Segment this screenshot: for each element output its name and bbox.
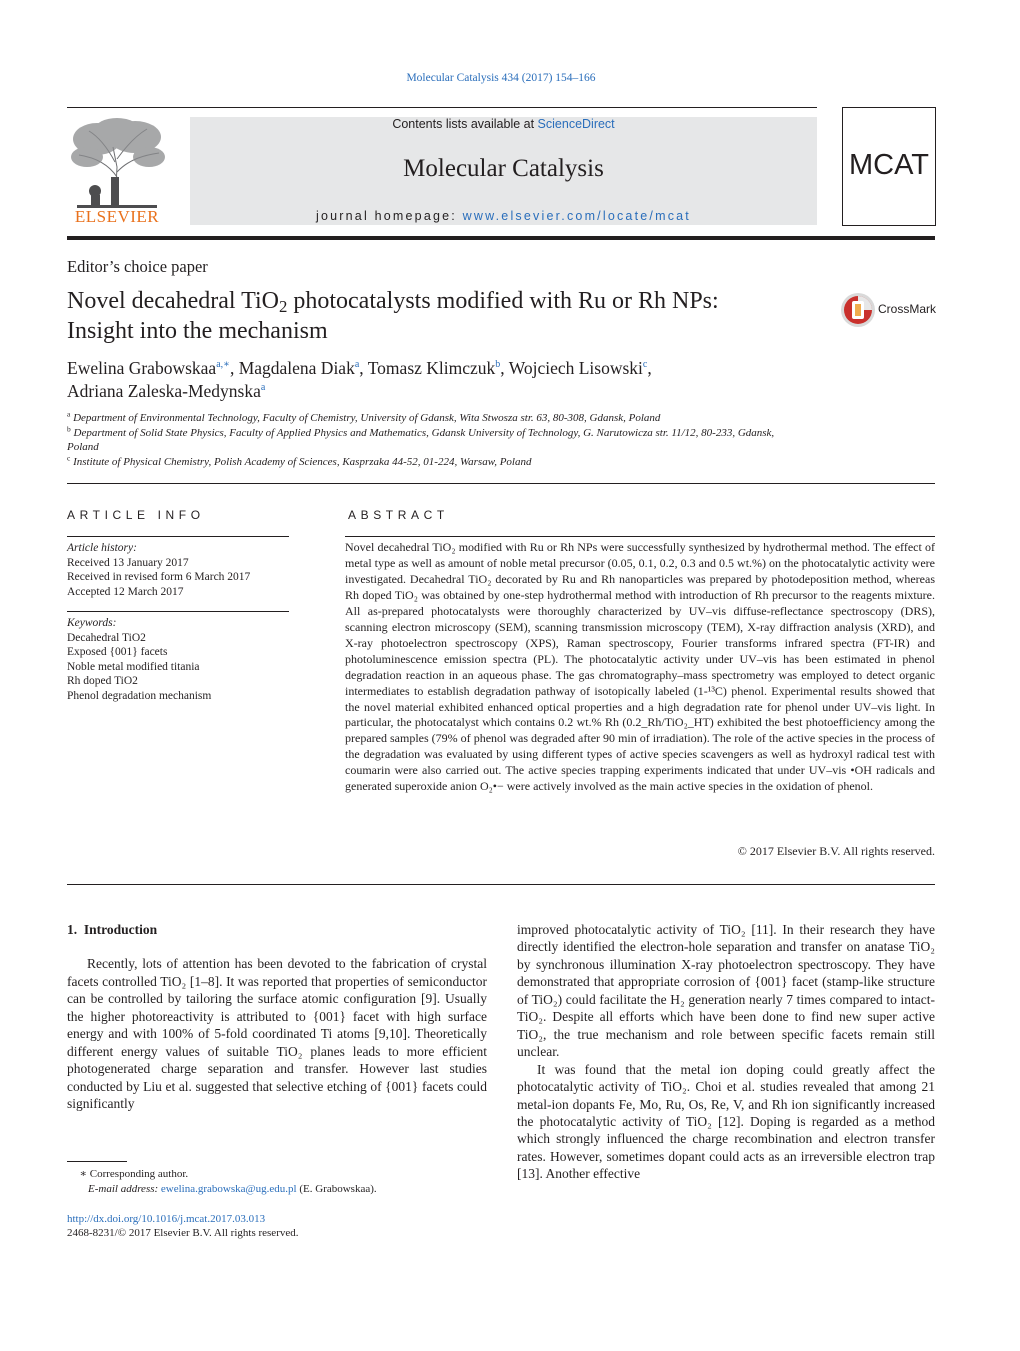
intro-paragraph-1: Recently, lots of attention has been devoted to the fabrication of crystal facets controlled TiO₂ [1–8]. It was reported that properties of semiconductor can be controlled by tailoring the surface atomic configuration [9]. Usually the higher photoreactivity is attributed to {001} facet with high surface energy and with 100% of 5-fold coordinated Ti atoms [9,10]. Theoretically different energy values of suitable TiO₂ planes leads to more efficient photogenerated charge separation and transfer. However last studies conducted by Liu et al. suggested that selective etching of {001} facets could significantly [67, 956, 487, 1112]
title-part-b: photocatalysts modified with Ru or Rh NPs: [287, 288, 719, 314]
keywords [67, 616, 211, 703]
issn-line: 2468-8231/© 2017 Elsevier B.V. All rights reserved. [67, 1227, 299, 1239]
abstract-rule [345, 536, 935, 537]
doi-link[interactable]: http://dx.doi.org/10.1016/j.mcat.2017.03.013 [67, 1213, 266, 1225]
author-affil-mark[interactable]: a [354, 359, 360, 371]
history-received: Received 13 January 2017 [67, 556, 189, 569]
author-separator: , [500, 358, 509, 378]
footnote-email [88, 1182, 377, 1197]
affiliation-text: Department of Solid State Physics, Faculty of Applied Physics and Mathematics, Gdansk University of Technology, G. Narutowicza str. 11/12, 80-233, Gdansk, Poland [67, 426, 775, 453]
section-divider [67, 483, 935, 484]
journal-banner [190, 117, 817, 225]
author[interactable]: Adriana Zaleska-Medynska [67, 381, 261, 401]
footnote-mark: ∗ [79, 1168, 87, 1180]
author-affil-mark[interactable]: c [642, 359, 648, 371]
elsevier-tree-icon [67, 117, 167, 209]
affiliation-mark: b [67, 423, 71, 433]
elsevier-wordmark: ELSEVIER [74, 207, 160, 226]
elsevier-logo [67, 117, 167, 227]
email-suffix: (E. Grabowskaa). [296, 1183, 377, 1195]
homepage-link[interactable]: www.elsevier.com/locate/mcat [462, 209, 691, 223]
keyword-item: Phenol degradation mechanism [67, 689, 212, 702]
keyword-item: Rh doped TiO2 [67, 675, 138, 687]
affiliation-text: Department of Environmental Technology, Faculty of Chemistry, University of Gdansk, Wita Stwosza str. 63, 80-308, Gdansk, Poland [73, 412, 661, 424]
section-number: 1. [67, 922, 78, 937]
author-separator: , [229, 358, 239, 378]
history-revised: Received in revised form 6 March 2017 [67, 571, 251, 583]
section-heading [67, 921, 487, 938]
footnote-corresponding [67, 1167, 188, 1182]
journal-cover-label: MCAT [848, 149, 929, 181]
homepage-prefix: journal homepage: [316, 209, 463, 223]
intro-paragraph-2: improved photocatalytic activity of TiO₂ [11]. In their research they have directly identified the electron-hole separation and transfer on anatase TiO₂ by synchronous illumination X-ray photoelectron spectroscopy. They have demonstrated that appropriate corrosion of {001} facet (stamp-like structure of TiO₂) could facilitate the H₂ generation nearly 7 times compared to intact-TiO₂. Despite all efforts which have been done to find new super active TiO₂, the true mechanism and role between specific facets remain still unclear. [517, 922, 935, 1060]
affiliation-b [67, 423, 797, 455]
section-title: Introduction [83, 922, 158, 937]
article-history [67, 541, 250, 599]
keywords-rule [67, 611, 289, 612]
affiliation-c [67, 452, 797, 470]
journal-citation[interactable]: Molecular Catalysis 434 (2017) 154–166 [406, 72, 596, 84]
author-separator: , [647, 358, 652, 378]
abstract-heading: ABSTRACT [348, 508, 449, 522]
journal-cover[interactable] [842, 107, 936, 226]
footnote-corresponding-text: Corresponding author. [89, 1168, 189, 1180]
affiliation-text: Institute of Physical Chemistry, Polish Academy of Sciences, Kasprzaka 44-52, 01-224, Warsaw, Poland [73, 455, 532, 468]
author[interactable]: Wojciech Lisowski [508, 358, 643, 378]
author[interactable]: Tomasz Klimczuk [367, 358, 496, 378]
crossmark-icon [840, 292, 876, 328]
footnote-rule [67, 1161, 127, 1162]
journal-title: Molecular Catalysis [403, 155, 604, 182]
body-left-column [67, 921, 487, 1113]
author-affil-mark[interactable]: a [260, 382, 266, 394]
author[interactable]: Ewelina Grabowskaa [67, 358, 217, 378]
email-label: E-mail address: [88, 1183, 161, 1195]
keywords-label: Keywords: [67, 617, 117, 629]
contents-prefix: Contents lists available at [392, 117, 538, 131]
title-part-a: Novel decahedral TiO [67, 288, 279, 314]
header-rule [67, 107, 817, 108]
intro-paragraph-3: It was found that the metal ion doping could greatly affect the photocatalytic activity of TiO₂. Choi et al. studies revealed that among 21 metal-ion dopants Fe, Mo, Ru, Os, Re, V, and Rh ion significantly increased the photocatalytic activity of TiO₂ [12]. Doping is regarded as a method which strongly influenced the charge recombination and electron transfer rates. However, sometimes dopant could acts as an irreversible electron trap [13]. Another effective [517, 1061, 935, 1182]
affiliation-mark: c [67, 452, 71, 462]
article-title [67, 286, 807, 346]
journal-homepage [190, 209, 817, 223]
author-separator: , [359, 358, 368, 378]
abstract-text: Novel decahedral TiO₂ modified with Ru or Rh NPs were successfully synthesized by hydrothermal method. The effect of metal type as well as amount of noble metal precursor (0.05, 0.1, 0.2, 0.3 and 0.5 wt.%) on the photocatalytic activity were investigated. Decahedral TiO₂ decorated by Ru and Rh nanoparticles was prepared by photodeposition method, whereas Rh doped TiO₂ was obtained by one-step hydrothermal method with introduction of Rh precursor to the reagents mixture. All as-prepared photocatalysts were thoroughly characterized by UV–vis diffuse-reflectance spectroscopy (DRS), scanning electron microscopy (SEM), scanning transmission microscopy (TEM), X-ray diffraction analysis (XRD), and X-ray photoelectron spectroscopy (XPS), Raman spectroscopy, Fourier transforms infrared spectra (FT-IR) and photoluminescence emission spectra (PL). The photocatalytic activity under UV–vis has been estimated in phenol degradation reaction in an aqueous phase. The gas chromatography–mass spectrometry was employed to detect organic intermediates to establish degradation pathway of isotopically labeled (1-¹³C) phenol. Experimental results showed that the novel material exhibited enhanced optical properties and a high degradation rate for phenol under UV–vis light. In particular, the photocatalyst which contains 0.2 wt.% Rh (0.2_Rh/TiO₂_HT) exhibited the best photoefficiency among the prepared samples (79% of phenol was degraded after 90 min of irradiation). The role of the active species in the process of the degradation was evaluated by using different types of active species scavengers as well as hydroxyl radical test with coumarin were also carried out. The active species trapping experiments indicated that under UV–vis •OH radicals and generated superoxide anion O₂•− were actively involved as the main active species in the oxidation of phenol. [345, 540, 935, 794]
title-subscript: 2 [278, 297, 288, 317]
article-category: Editor’s choice paper [67, 257, 208, 276]
article-info-heading: ARTICLE INFO [67, 508, 205, 522]
keyword-item: Exposed {001} facets [67, 646, 168, 658]
sciencedirect-link[interactable]: ScienceDirect [537, 117, 615, 131]
title-line-2: Insight into the mechanism [67, 318, 328, 344]
author-affil-mark[interactable]: a,∗ [216, 359, 230, 371]
email-link[interactable]: ewelina.grabowska@ug.edu.pl [160, 1183, 297, 1195]
history-label: Article history: [67, 542, 137, 554]
body-divider [67, 884, 935, 885]
article-info-rule [67, 536, 289, 537]
author[interactable]: Magdalena Diak [238, 358, 355, 378]
affiliations [67, 411, 797, 469]
history-accepted: Accepted 12 March 2017 [67, 585, 184, 598]
header-thick-rule [67, 236, 935, 240]
abstract-copyright: © 2017 Elsevier B.V. All rights reserved. [737, 844, 935, 858]
author-list [67, 357, 927, 403]
crossmark-label: CrossMark [878, 302, 937, 316]
affiliation-mark: a [67, 409, 71, 419]
author-affil-mark[interactable]: b [495, 359, 501, 371]
contents-line [190, 117, 817, 131]
keyword-item: Decahedral TiO2 [67, 631, 146, 644]
crossmark-badge[interactable] [840, 292, 940, 330]
affiliation-a [67, 411, 797, 426]
keyword-item: Noble metal modified titania [67, 660, 200, 673]
body-right-column [517, 921, 935, 1183]
